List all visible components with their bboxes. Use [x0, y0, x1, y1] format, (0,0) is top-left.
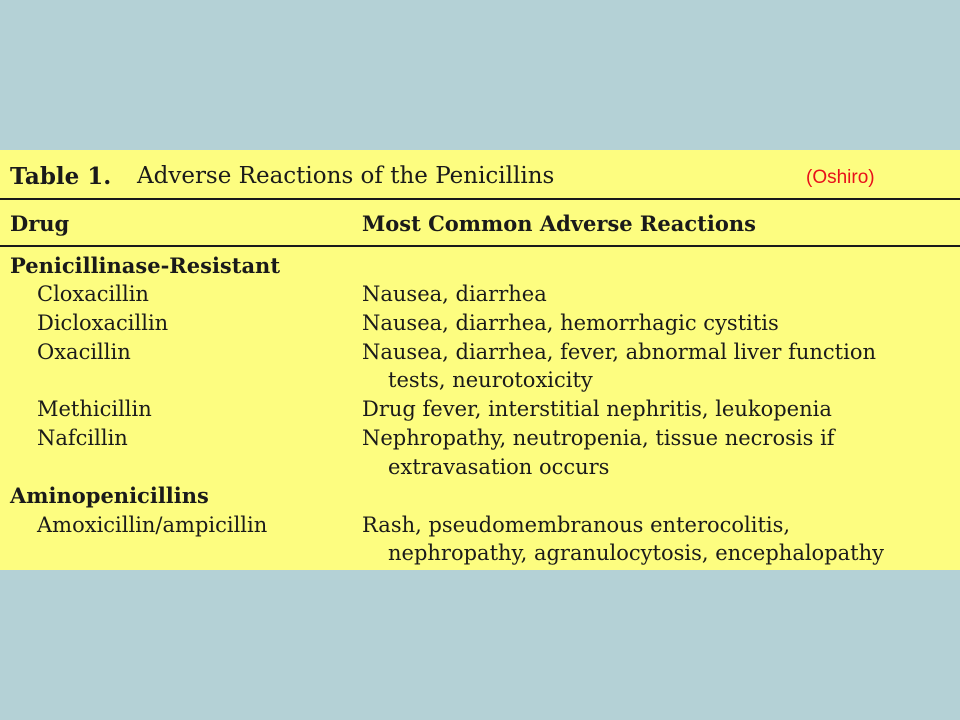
reaction-text: Nausea, diarrhea [362, 282, 547, 306]
reaction-text-continued: tests, neurotoxicity [388, 368, 593, 392]
drug-name: Oxacillin [37, 340, 131, 364]
column-header-drug: Drug [10, 211, 70, 236]
reaction-text-continued: extravasation occurs [388, 455, 610, 479]
reaction-text: Drug fever, interstitial nephritis, leukopenia [362, 397, 832, 421]
reaction-text: Nausea, diarrhea, hemorrhagic cystitis [362, 311, 779, 335]
group-heading: Penicillinase-Resistant [10, 253, 281, 278]
source-citation: (Oshiro) [806, 167, 875, 188]
column-header-reactions: Most Common Adverse Reactions [362, 211, 756, 236]
drug-name: Methicillin [37, 397, 152, 421]
table-label: Table 1. [10, 163, 112, 190]
table-title: Adverse Reactions of the Penicillins [137, 163, 555, 189]
drug-name: Cloxacillin [37, 282, 149, 306]
drug-name: Nafcillin [37, 426, 128, 450]
header-rule [0, 245, 960, 247]
drug-name: Dicloxacillin [37, 311, 169, 335]
reaction-text-continued: nephropathy, agranulocytosis, encephalopathy [388, 541, 884, 565]
group-heading: Aminopenicillins [10, 483, 209, 508]
reaction-text: Nephropathy, neutropenia, tissue necrosis if [362, 426, 835, 450]
reaction-text: Nausea, diarrhea, fever, abnormal liver function [362, 340, 876, 364]
drug-name: Amoxicillin/ampicillin [37, 513, 268, 537]
top-rule [0, 198, 960, 200]
reaction-text: Rash, pseudomembranous enterocolitis, [362, 513, 791, 537]
